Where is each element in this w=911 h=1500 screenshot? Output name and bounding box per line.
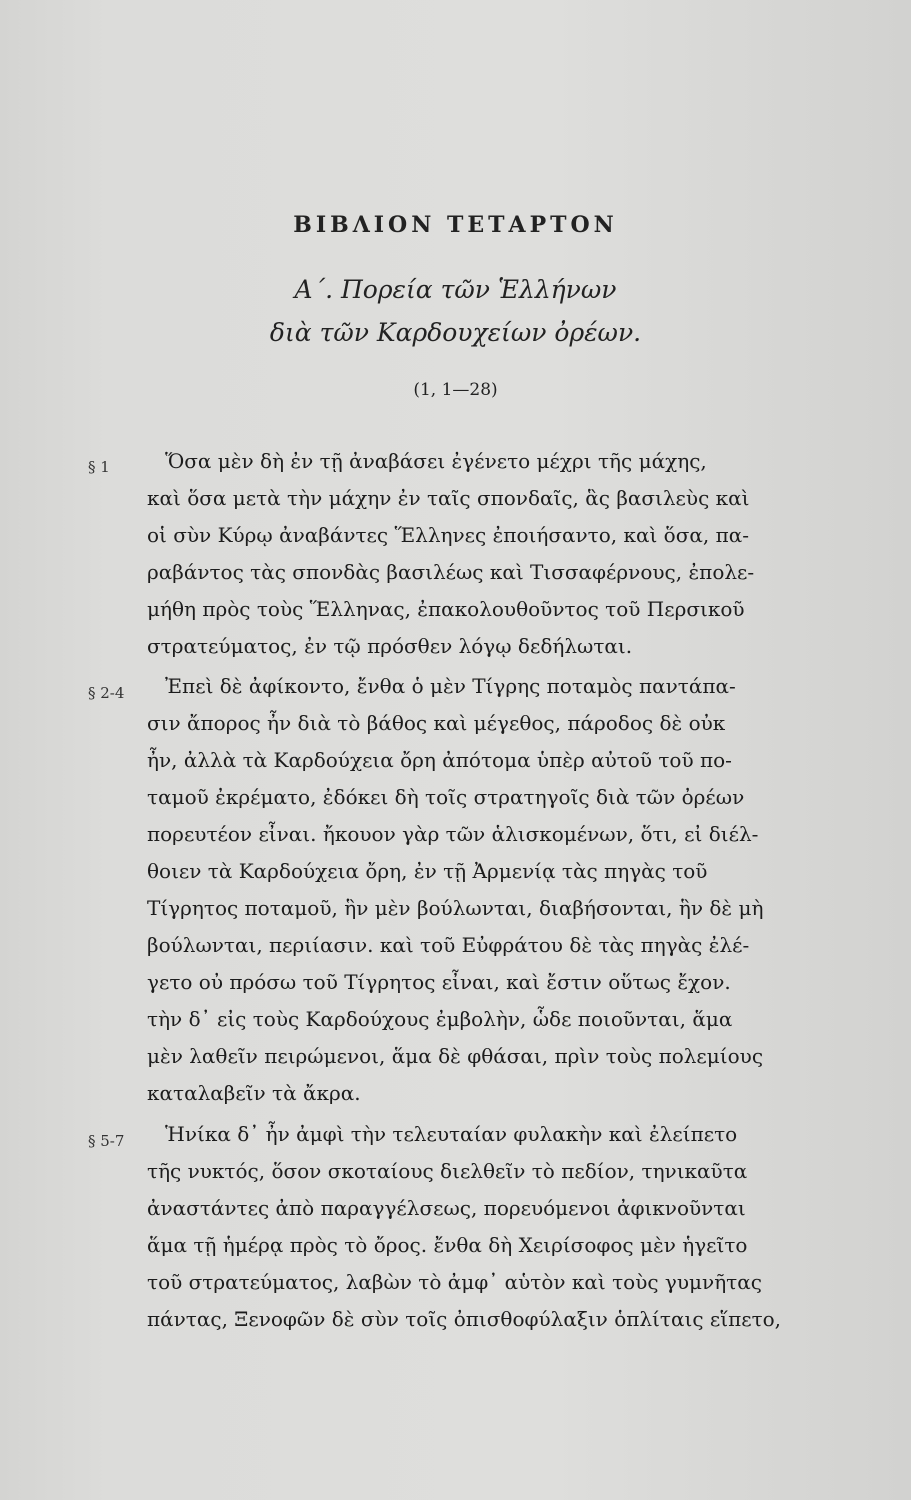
text-line: ταμοῦ ἐκρέματο, ἐδόκει δὴ τοῖς στρατηγοῖς διὰ τῶν ὀρέων [147,785,745,809]
text-line: θοιεν τὰ Καρδούχεια ὄρη, ἐν τῇ Ἀρμενίᾳ τὰς πηγὰς τοῦ [147,859,708,883]
text-line: βούλωνται, περιίασιν. καὶ τοῦ Εὐφράτου δὲ τὰς πηγὰς ἐλέ- [147,933,750,957]
chapter-title-line-2: διὰ τῶν Καρδουχείων ὀρέων. [269,318,642,347]
text-line: ἀναστάντες ἀπὸ παραγγέλσεως, πορευόμενοι ἀφικνοῦνται [147,1196,746,1220]
text-line: Ὅσα μὲν δὴ ἐν τῇ ἀναβάσει ἐγένετο μέχρι τῆς μάχης, [165,449,707,473]
paragraph-number: § 1 [88,458,110,476]
text-line: οἱ σὺν Κύρῳ ἀναβάντες Ἕλληνες ἐποιήσαντο, καὶ ὅσα, πα- [147,523,749,547]
text-line: ἅμα τῇ ἡμέρᾳ πρὸς τὸ ὄρος. ἔνθα δὴ Χειρίσοφος μὲν ἡγεῖτο [147,1233,748,1257]
paragraph-number: § 5-7 [88,1132,125,1150]
text-line: ἦν, ἀλλὰ τὰ Καρδούχεια ὄρη ἀπότομα ὑπὲρ αὐτοῦ τοῦ πο- [147,748,732,772]
text-line: Τίγρητος ποταμοῦ, ἣν μὲν βούλωνται, διαβήσονται, ἣν δὲ μὴ [147,896,764,920]
text-line: σιν ἄπορος ἦν διὰ τὸ βάθος καὶ μέγεθος, πάροδος δὲ οὐκ [147,711,726,735]
text-line: ραβάντος τὰς σπονδὰς βασιλέως καὶ Τισσαφέρνους, ἐπολε- [147,560,755,584]
text-line: πάντας, Ξενοφῶν δὲ σὺν τοῖς ὀπισθοφύλαξιν ὁπλίταις εἵπετο, [147,1307,782,1331]
text-line: πορευτέον εἶναι. ἤκουον γὰρ τῶν ἁλισκομένων, ὅτι, εἰ διέλ- [147,822,759,846]
chapter-range: (1, 1—28) [413,380,498,400]
text-line: τοῦ στρατεύματος, λαβὼν τὸ ἀμφ᾽ αὑτὸν καὶ τοὺς γυμνῆτας [147,1270,762,1294]
text-line: Ἡνίκα δ᾽ ἦν ἀμφὶ τὴν τελευταίαν φυλακὴν καὶ ἐλείπετο [165,1122,738,1146]
text-line: Ἐπεὶ δὲ ἀφίκοντο, ἔνθα ὁ μὲν Τίγρης ποταμὸς παντάπα- [165,674,736,698]
book-title: ΒΙΒΛΙΟΝ ΤΕΤΑΡΤΟΝ [293,212,618,238]
text-line: στρατεύματος, ἐν τῷ πρόσθεν λόγῳ δεδήλωται. [147,634,633,658]
text-line: καταλαβεῖν τὰ ἄκρα. [147,1081,361,1105]
text-line: τὴν δ᾽ εἰς τοὺς Καρδούχους ἐμβολὴν, ὧδε ποιοῦνται, ἅμα [147,1007,733,1031]
text-line: μήθη πρὸς τοὺς Ἕλληνας, ἐπακολουθοῦντος τοῦ Περσικοῦ [147,597,745,621]
paragraph-number: § 2-4 [88,684,125,702]
text-line: γετο οὐ πρόσω τοῦ Τίγρητος εἶναι, καὶ ἔστιν οὕτως ἔχον. [147,970,731,994]
text-line: τῆς νυκτός, ὅσον σκοταίους διελθεῖν τὸ πεδίον, τηνικαῦτα [147,1159,748,1183]
text-line: μὲν λαθεῖν πειρώμενοι, ἅμα δὲ φθάσαι, πρὶν τοὺς πολεμίους [147,1044,764,1068]
text-line: καὶ ὅσα μετὰ τὴν μάχην ἐν ταῖς σπονδαῖς, ἃς βασιλεὺς καὶ [147,486,750,510]
chapter-title-line-1: Α΄. Πορεία τῶν Ἑλλήνων [294,275,617,304]
